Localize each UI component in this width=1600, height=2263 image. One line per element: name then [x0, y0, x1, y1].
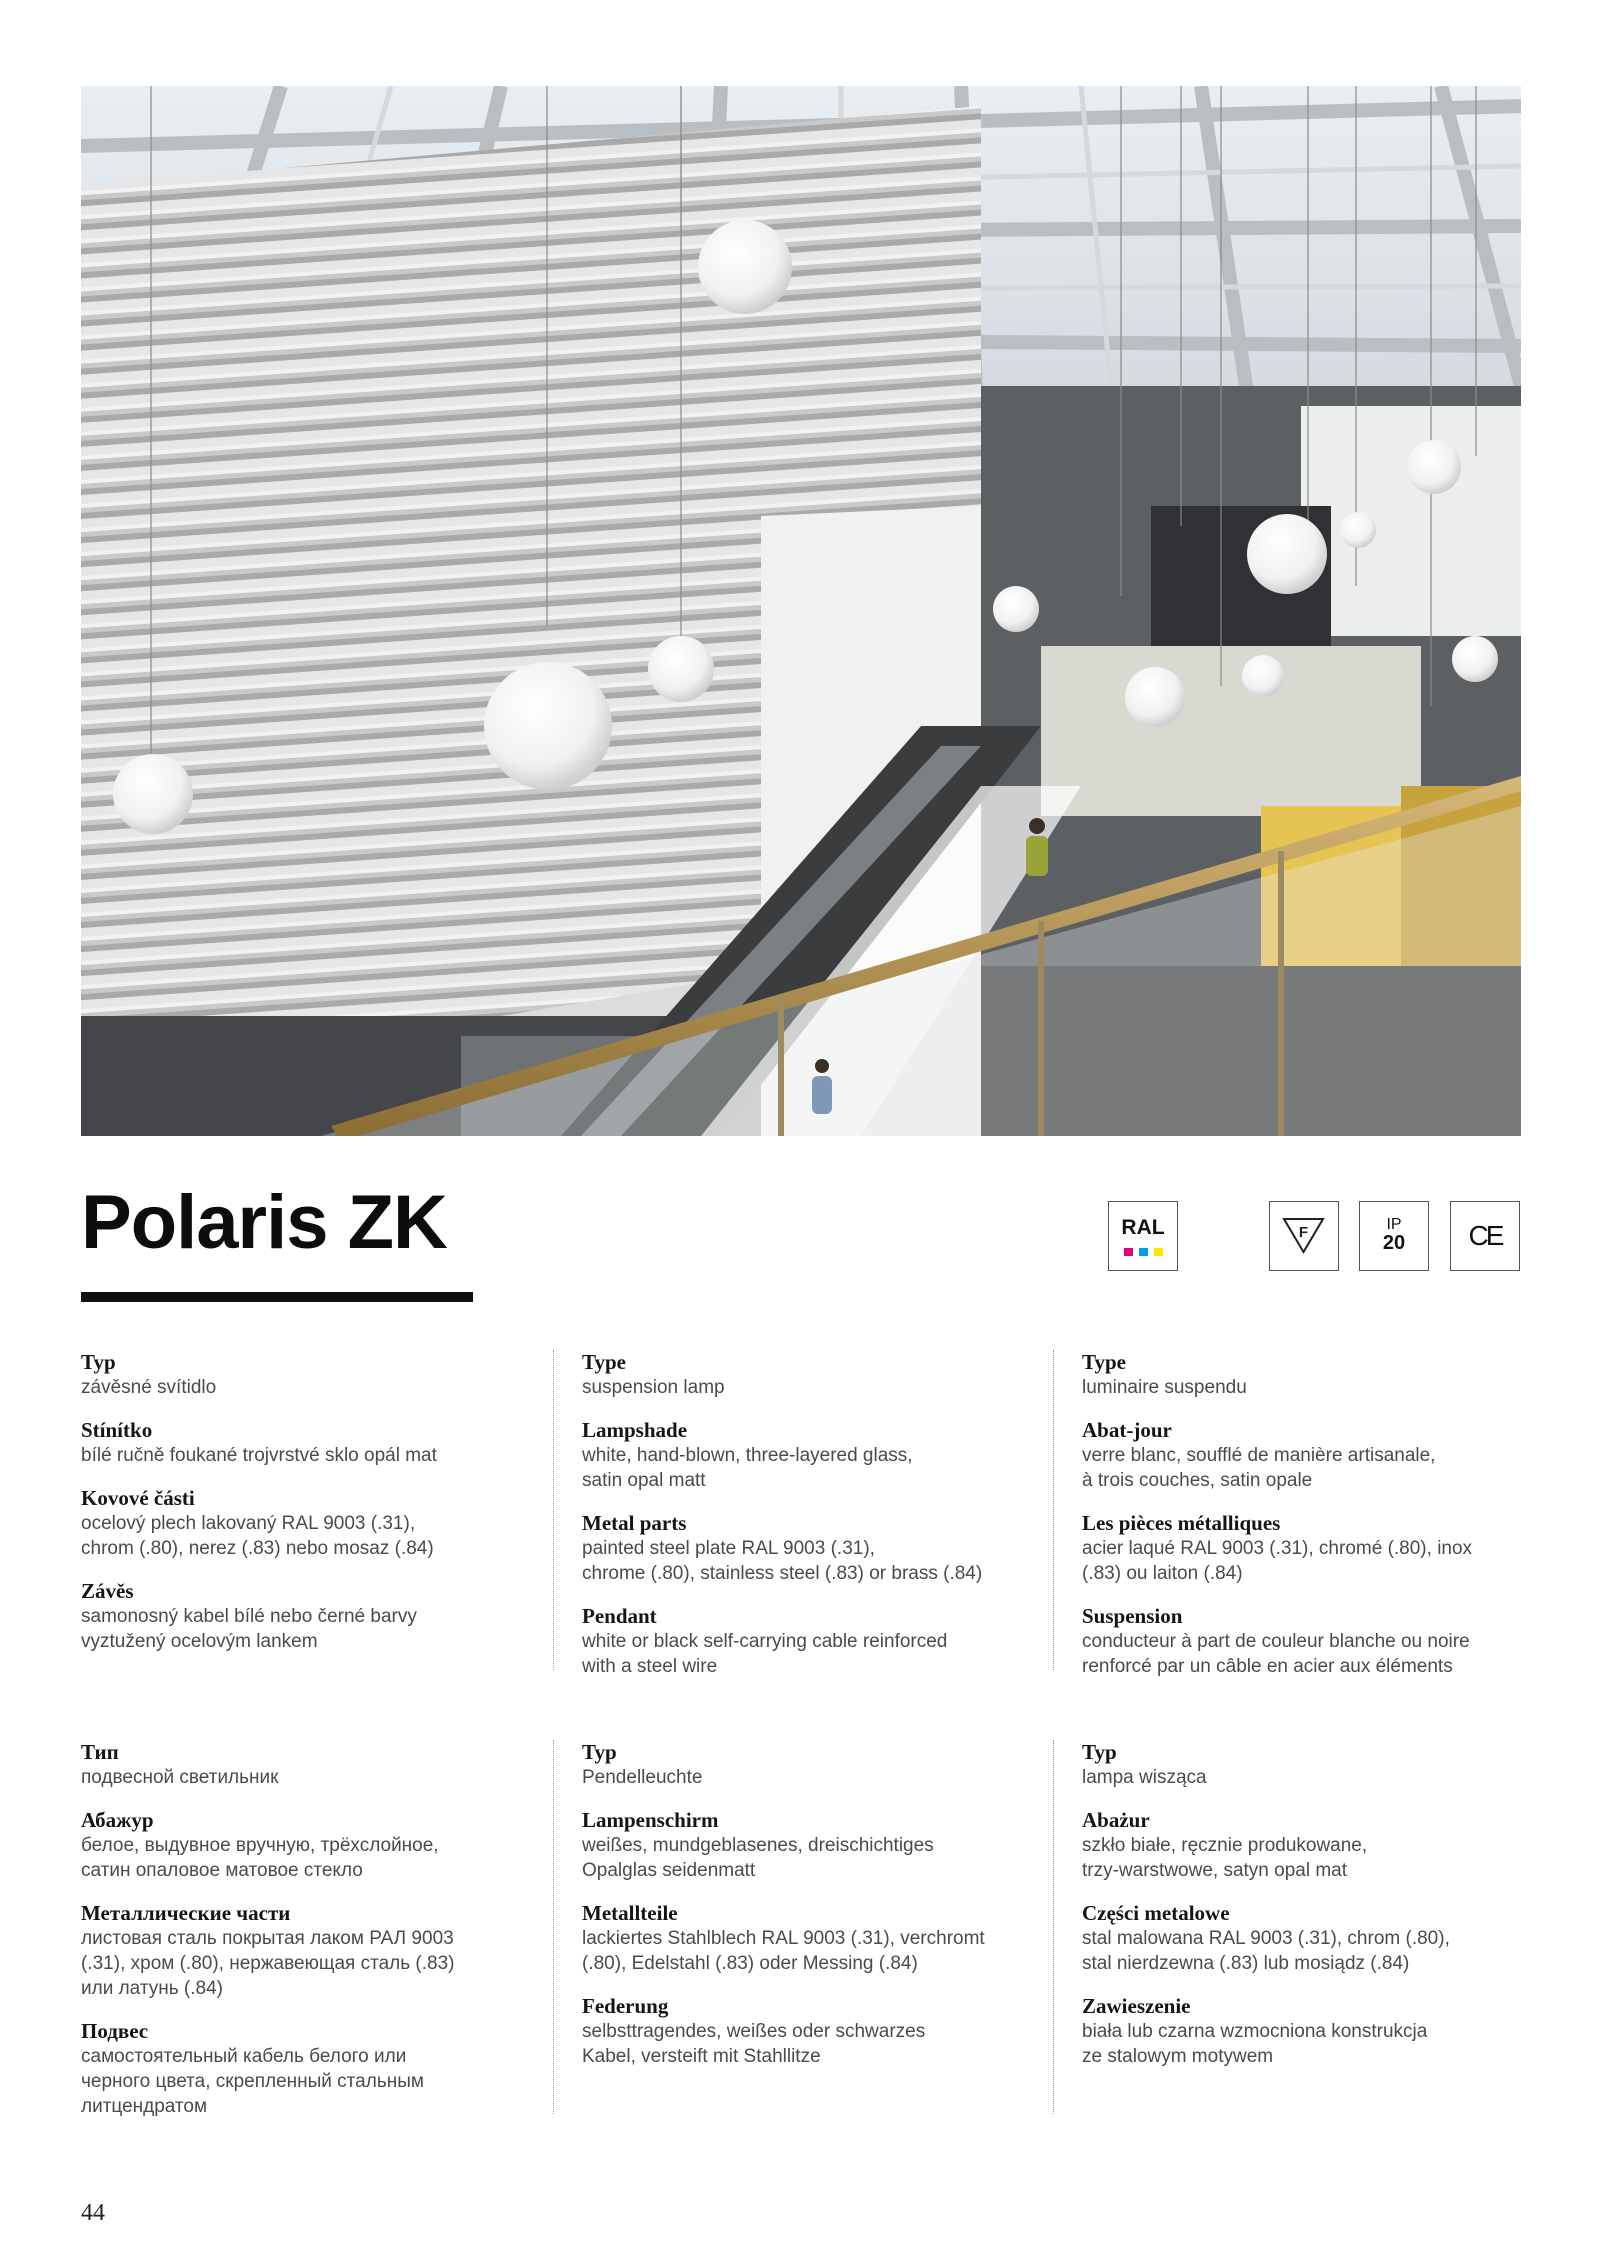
spec-type: Typ závěsné svítidlo [81, 1350, 217, 1398]
spec-metal-parts: Metallteile lackiertes Stahlblech RAL 9003 (.31), verchromt (.80), Edelstahl (.83) oder Messing (.84) [582, 1901, 985, 1974]
spec-type: Тип подвесной светильник [81, 1740, 279, 1788]
spec-type: Type suspension lamp [582, 1350, 725, 1398]
product-title: Polaris ZK [81, 1180, 447, 1265]
spec-lampshade: Lampshade white, hand-blown, three-layered glass, satin opal matt [582, 1418, 913, 1491]
spec-block-fr [1053, 1350, 1522, 1677]
spec-pendant: Závěs samonosný kabel bílé nebo černé barvy vyztužený ocelovým lankem [81, 1579, 417, 1652]
spec-lampshade: Stínítko bílé ručně foukané trojvrstvé sklo opál mat [81, 1418, 437, 1466]
spec-lampshade: Абажур белое, выдувное вручную, трёхслойное, сатин опаловое матовое стекло [81, 1808, 439, 1881]
title-underline [81, 1292, 473, 1302]
spec-block-ru [81, 1740, 521, 2137]
spec-pendant: Pendant white or black self-carrying cable reinforced with a steel wire [582, 1604, 948, 1677]
flammability-label: F [1298, 1224, 1309, 1241]
ce-label: CE [1468, 1220, 1502, 1251]
ral-dot-magenta [1124, 1248, 1133, 1256]
spec-pendant: Suspension conducteur à part de couleur blanche ou noire renforcé par un câble en acier aux éléments [1082, 1604, 1470, 1677]
spec-type: Typ Pendelleuchte [582, 1740, 703, 1788]
spec-metal-parts: Металлические части листовая сталь покрытая лаком РАЛ 9003 (.31), хром (.80), нержавеющая сталь (.83) или латунь (.84) [81, 1901, 455, 1999]
flammability-f-icon [1269, 1201, 1339, 1271]
ip-label: IP [1386, 1216, 1402, 1233]
spec-pendant: Zawieszenie biała lub czarna wzmocniona konstrukcja ze stalowym motywem [1082, 1994, 1428, 2067]
spec-lampshade: Abażur szkło białe, ręcznie produkowane, trzy-warstwowe, satyn opal mat [1082, 1808, 1368, 1881]
spec-block-en [553, 1350, 1022, 1677]
ral-label: RAL [1121, 1216, 1165, 1239]
spec-type: Type luminaire suspendu [1082, 1350, 1247, 1398]
spec-pendant: Federung selbsttragendes, weißes oder schwarzes Kabel, versteift mit Stahllitze [582, 1994, 926, 2067]
spec-metal-parts: Metal parts painted steel plate RAL 9003 (.31), chrome (.80), stainless steel (.83) or brass (.84) [582, 1511, 983, 1584]
ral-dot-cyan [1139, 1248, 1148, 1256]
spec-lampshade: Lampenschirm weißes, mundgeblasenes, dreischichtiges Opalglas seidenmatt [582, 1808, 934, 1881]
spec-type: Typ lampa wisząca [1082, 1740, 1207, 1788]
page-number: 44 [81, 2200, 105, 2226]
product-photo [81, 86, 1521, 1136]
spec-metal-parts: Części metalowe stal malowana RAL 9003 (.31), chrom (.80), stal nierdzewna (.83) lub mosiądz (.84) [1082, 1901, 1450, 1974]
ral-icon [1108, 1201, 1178, 1271]
spec-lampshade: Abat-jour verre blanc, soufflé de manière artisanale, à trois couches, satin opale [1082, 1418, 1436, 1491]
ip-rating-icon [1359, 1201, 1429, 1271]
spec-block-de [553, 1740, 1022, 2114]
spec-metal-parts: Kovové části ocelový plech lakovaný RAL 9003 (.31), chrom (.80), nerez (.83) nebo mosaz (.84) [81, 1486, 434, 1559]
ip-rating-value: 20 [1382, 1232, 1406, 1254]
ral-dot-yellow [1154, 1248, 1163, 1256]
ce-mark-icon [1450, 1201, 1520, 1271]
spec-block-cs [81, 1350, 521, 1672]
spec-metal-parts: Les pièces métalliques acier laqué RAL 9003 (.31), chromé (.80), inox (.83) ou laiton (.84) [1082, 1511, 1473, 1584]
spec-pendant: Подвес самостоятельный кабель белого или черного цвета, скрепленный стальным литцендратом [81, 2019, 424, 2117]
spec-block-pl [1053, 1740, 1522, 2114]
